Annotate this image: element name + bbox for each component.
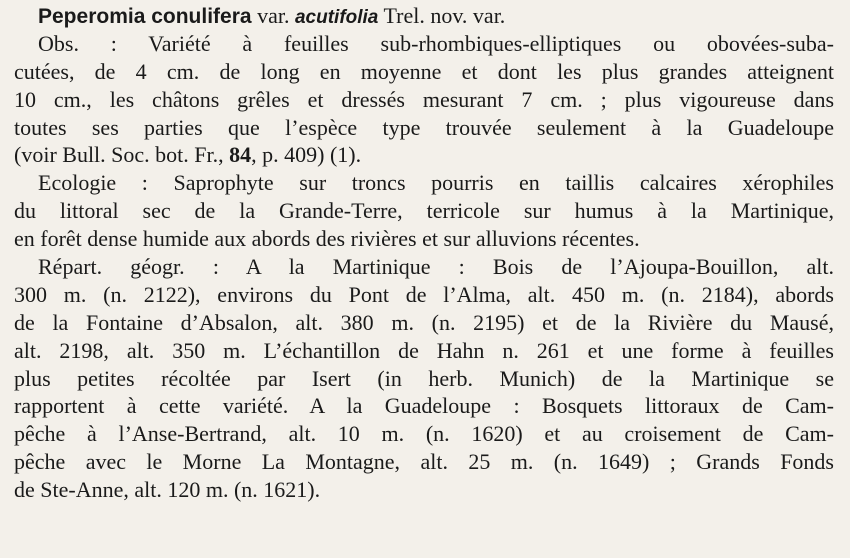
text-line: de Ste-Anne, alt. 120 m. (n. 1621). (14, 477, 321, 503)
species-heading (14, 2, 834, 30)
citation-text: (voir Bull. Soc. bot. Fr., (14, 142, 224, 168)
text-line: pêche à l’Anse-Bertrand, alt. 10 m. (n. 1620) et au croisement de Cam- (14, 421, 834, 447)
repartition-paragraph (14, 253, 834, 504)
text-line: pêche avec le Morne La Montagne, alt. 25 m. (n. 1649) ; Grands Fonds (14, 449, 834, 475)
text-line: 10 cm., les châtons grêles et dressés mesurant 7 cm. ; plus vigoureuse dans (14, 86, 834, 112)
variety-prefix: var. (257, 3, 290, 28)
variety-name: acutifolia (294, 7, 379, 28)
text-line: 300 m. (n. 2122), environs du Pont de l’Alma, alt. 450 m. (n. 2184), abords (14, 281, 834, 307)
citation-volume: 84 (229, 142, 252, 168)
species-name: Peperomia conulifera (38, 5, 252, 28)
text-line: en forêt dense humide aux abords des rivières et sur alluvions récentes. (14, 226, 640, 252)
author-note: Trel. nov. var. (383, 3, 506, 28)
text-line: cutées, de 4 cm. de long en moyenne et dont les plus grandes atteignent (14, 58, 834, 84)
ecologie-paragraph (14, 169, 834, 253)
text-line: toutes ses parties que l’espèce type trouvée seulement à la Guadeloupe (14, 114, 834, 140)
text-line: rapportent à cette variété. A la Guadeloupe : Bosquets littoraux de Cam- (14, 393, 834, 419)
text-line (14, 141, 834, 169)
text-line: Ecologie : Saprophyte sur troncs pourris en taillis calcaires xérophiles (38, 170, 834, 196)
text-line: Répart. géogr. : A la Martinique : Bois de l’Ajoupa-Bouillon, alt. (38, 254, 834, 280)
obs-paragraph (14, 30, 834, 169)
text-line: de la Fontaine d’Absalon, alt. 380 m. (n. 2195) et de la Rivière du Mausé, (14, 309, 834, 335)
citation-page: , p. 409) (1). (251, 142, 362, 168)
text-line: plus petites récoltée par Isert (in herb. Munich) de la Martinique se (14, 365, 834, 391)
text-line: Obs. : Variété à feuilles sub-rhombiques-elliptiques ou obovées-suba- (38, 30, 834, 56)
text-line: du littoral sec de la Grande-Terre, terricole sur humus à la Martinique, (14, 198, 834, 224)
text-line: alt. 2198, alt. 350 m. L’échantillon de Hahn n. 261 et une forme à feuilles (14, 337, 834, 363)
